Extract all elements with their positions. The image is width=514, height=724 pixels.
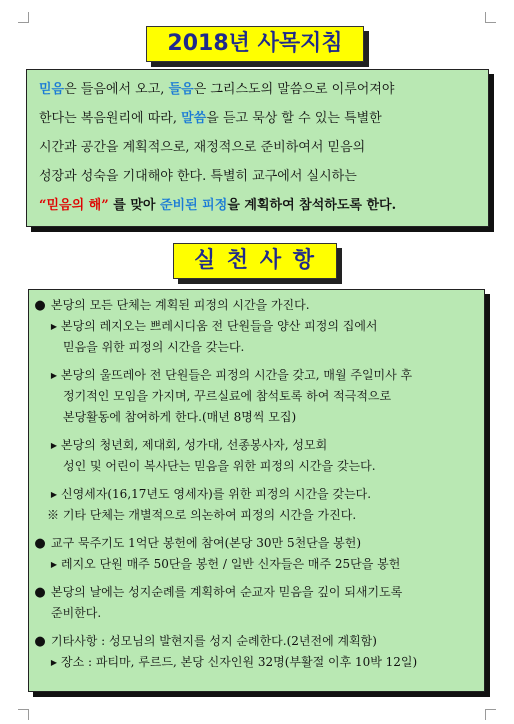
item-text: 본당의 울뜨레아 전 단원들은 피정의 시간을 갖고, 매월 주일미사 후	[61, 368, 413, 382]
corner-mark-top-right	[485, 12, 496, 23]
item-continuation: 성인 및 어린이 복사단는 믿음을 위한 피정의 시간을 갖는다.	[63, 459, 376, 473]
highlight-year-of-faith: “믿음의 해”	[39, 198, 109, 213]
item-text: 본당의 청년회, 제대회, 성가대, 선종봉사자, 성모회	[61, 438, 328, 452]
corner-mark-bottom-right	[485, 709, 496, 720]
sub-list-item	[33, 316, 480, 337]
section-title: 실 천 사 항	[173, 243, 337, 279]
intro-line	[39, 75, 482, 104]
sub-list-item	[33, 554, 480, 575]
item-continuation: 본당활동에 참여하게 한다.(매년 8명씩 모집)	[63, 410, 297, 424]
intro-text: 은 들음에서 오고,	[64, 82, 169, 97]
intro-text: 은 그리스도의 말씀으로 이루어져야	[193, 82, 395, 97]
sub-list-item	[33, 365, 480, 386]
item-text: 신영세자(16,17년도 영세자)를 위한 피정의 시간을 갖는다.	[61, 487, 372, 501]
sub-list-item	[33, 435, 480, 456]
highlight-retreat: 준비된 피정	[159, 198, 228, 213]
intro-line	[39, 104, 482, 133]
highlight-word: 믿음	[39, 82, 65, 97]
sub-list-item	[33, 652, 480, 673]
item-text: 본당의 날에는 성지순례를 계획하여 순교자 믿음을 깊이 되새기도록	[51, 585, 403, 599]
intro-line: 시간과 공간을 계획적으로, 재정적으로 준비하여서 믿음의	[39, 140, 366, 155]
arrow-icon: ▶	[50, 490, 58, 499]
item-text: 기타사항 : 성모님의 발현지를 성지 순례한다.(2년전에 계획함)	[51, 634, 377, 648]
bullet-icon: ●	[34, 298, 46, 313]
item-continuation: 믿음을 위한 피정의 시간을 갖는다.	[63, 340, 245, 354]
list-item	[33, 631, 480, 652]
item-text: 장소 : 파티마, 루르드, 본당 신자인원 32명(부활절 이후 10박 12일)	[61, 655, 418, 669]
item-text: 레지오 단원 매주 50단을 봉헌 / 일반 신자들은 매주 25단을 봉헌	[61, 557, 401, 571]
intro-text: 를 맞아	[108, 198, 160, 213]
bullet-icon: ●	[34, 585, 46, 600]
arrow-icon: ▶	[50, 658, 58, 667]
corner-mark-bottom-left	[18, 709, 29, 720]
intro-text: 을 듣고 묵상 할 수 있는 특별한	[206, 111, 382, 126]
arrow-icon: ▶	[50, 371, 58, 380]
item-continuation: 정기적인 모임을 가지며, 꾸르실료에 참석토록 하여 적극적으로	[63, 389, 392, 403]
arrow-icon: ▶	[50, 441, 58, 450]
item-continuation: 준비한다.	[51, 606, 102, 620]
intro-line: 성장과 성숙을 기대해야 한다. 특별히 교구에서 실시하는	[39, 169, 357, 184]
practice-box	[28, 289, 485, 692]
highlight-word: 말씀	[181, 111, 207, 126]
highlight-word: 들음	[168, 82, 194, 97]
list-item	[33, 295, 480, 316]
corner-mark-top-left	[18, 12, 29, 23]
item-text: 본당의 레지오는 쁘레시디움 전 단원들을 양산 피정의 집에서	[61, 319, 378, 333]
intro-line	[39, 191, 482, 220]
arrow-icon: ▶	[50, 322, 58, 331]
item-text: 본당의 모든 단체는 계획된 피정의 시간을 가진다.	[51, 298, 310, 312]
bullet-icon: ●	[34, 634, 46, 649]
note-text: ※ 기타 단체는 개별적으로 의논하여 피정의 시간을 가진다.	[47, 508, 357, 522]
item-text: 교구 묵주기도 1억단 봉헌에 참여(본당 30만 5천단을 봉헌)	[51, 536, 362, 550]
page-title: 2018년 사목지침	[146, 26, 364, 62]
intro-text: 을 계획하여 참석하도록 한다.	[227, 198, 397, 213]
bullet-icon: ●	[34, 536, 46, 551]
intro-box	[26, 69, 489, 227]
list-item	[33, 582, 480, 603]
arrow-icon: ▶	[50, 560, 58, 569]
list-item	[33, 533, 480, 554]
sub-list-item	[33, 484, 480, 505]
intro-text: 한다는 복음원리에 따라,	[39, 111, 182, 126]
